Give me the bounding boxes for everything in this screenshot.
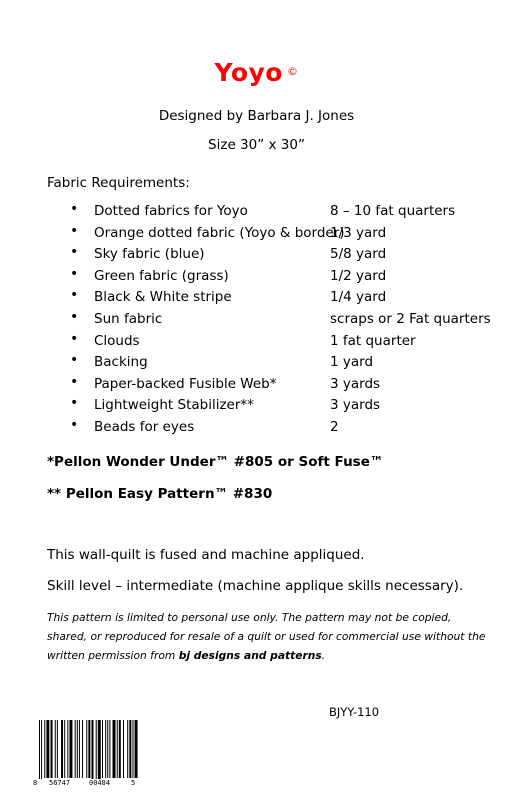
requirement-item: Sun fabric — [94, 311, 163, 327]
disclaimer-text: This pattern is limited to personal use only. The pattern may not be copied, shared, or reproduced for resale of a quilt or used for commercial use without the written permission from — [47, 611, 486, 662]
bullet-icon: • — [70, 201, 79, 217]
barcode-bar — [86, 720, 87, 778]
requirement-row — [0, 373, 513, 397]
requirement-row — [0, 203, 513, 224]
barcode-bar — [64, 720, 65, 778]
barcode-bar — [129, 720, 131, 778]
requirement-item: Green fabric (grass) — [94, 267, 229, 284]
requirement-quantity: 1/4 yard — [330, 289, 387, 306]
barcode-bar — [98, 720, 101, 780]
usage-disclaimer — [47, 608, 492, 665]
requirement-quantity: 3 yards — [330, 375, 381, 392]
barcode-bar — [96, 720, 97, 780]
requirement-item: Paper-backed Fusible Web* — [94, 375, 277, 392]
barcode-digit-check: 5 — [131, 779, 136, 787]
requirement-item: Clouds — [94, 332, 140, 349]
requirement-quantity: 1/3 yard — [330, 224, 387, 241]
stabilizer-note: ** Pellon Easy Pattern™ #830 — [47, 486, 273, 502]
barcode-bar — [61, 720, 63, 778]
bullet-icon: • — [70, 373, 79, 390]
requirement-row — [0, 330, 513, 354]
barcode-digit-right: 00484 — [89, 779, 111, 787]
barcode-bar — [79, 720, 80, 778]
requirement-quantity: 1/2 yard — [330, 267, 387, 284]
requirement-row — [0, 222, 513, 246]
barcode-bar — [102, 720, 103, 778]
barcode-bar — [123, 720, 124, 778]
upc-barcode — [33, 720, 138, 792]
quilt-size: Size 30” x 30” — [208, 137, 305, 153]
bullet-icon: • — [70, 417, 79, 433]
requirement-item: Orange dotted fabric (Yoyo & border) — [94, 224, 345, 241]
bullet-icon: • — [70, 309, 79, 325]
requirement-row — [0, 289, 513, 310]
requirement-row — [0, 246, 513, 267]
barcode-bar — [119, 720, 121, 778]
skill-level-text: Skill level – intermediate (machine applique skills necessary). — [47, 578, 464, 594]
disclaimer-brand: bj designs and patterns — [178, 649, 322, 662]
barcode-bars — [33, 720, 138, 780]
barcode-digits — [33, 779, 138, 791]
barcode-bar — [67, 720, 68, 778]
barcode-bar — [41, 720, 42, 780]
barcode-bar — [109, 720, 110, 778]
barcode-bar — [117, 720, 118, 778]
bullet-icon: • — [70, 265, 79, 282]
barcode-bar — [105, 720, 106, 778]
requirement-quantity: 3 yards — [330, 397, 381, 414]
requirement-item: Dotted fabrics for Yoyo — [94, 203, 248, 219]
barcode-bar — [69, 720, 72, 778]
bullet-icon: • — [70, 287, 79, 304]
pattern-title — [0, 58, 513, 87]
requirement-quantity: 1 yard — [330, 354, 374, 371]
title-text: Yoyo — [214, 58, 283, 87]
barcode-bar — [44, 720, 45, 778]
designer-credit: Designed by Barbara J. Jones — [158, 108, 355, 124]
bullet-icon: • — [70, 244, 79, 261]
requirement-quantity: scraps or 2 Fat quarters — [330, 311, 491, 327]
barcode-bar — [88, 720, 90, 778]
requirement-quantity: 5/8 yard — [330, 246, 387, 263]
bullet-icon: • — [70, 352, 79, 369]
barcode-bar — [82, 720, 83, 778]
barcode-digit-system: 8 — [33, 779, 38, 787]
barcode-bar — [127, 720, 128, 778]
requirement-item: Lightweight Stabilizer** — [94, 397, 254, 414]
method-text: This wall-quilt is fused and machine appliqued. — [47, 547, 365, 563]
barcode-bar — [135, 720, 138, 778]
bullet-icon: • — [70, 222, 79, 239]
fusible-web-note: *Pellon Wonder Under™ #805 or Soft Fuse™ — [47, 454, 384, 470]
requirement-item: Backing — [94, 354, 148, 371]
requirement-item: Black & White stripe — [94, 289, 232, 306]
fabric-requirements-heading: Fabric Requirements: — [47, 175, 190, 191]
barcode-bar — [113, 720, 116, 778]
disclaimer-end: . — [321, 649, 326, 662]
requirement-row — [0, 397, 513, 418]
requirement-row — [0, 419, 513, 440]
requirement-quantity: 1 fat quarter — [330, 332, 416, 349]
barcode-bar — [46, 720, 49, 778]
barcode-bar — [57, 720, 58, 778]
barcode-bar — [55, 720, 56, 778]
requirement-row — [0, 265, 513, 289]
barcode-bar — [92, 720, 94, 780]
barcode-bar — [107, 720, 108, 778]
bullet-icon: • — [70, 330, 79, 347]
requirement-row — [0, 354, 513, 375]
requirement-row — [0, 311, 513, 332]
barcode-bar — [77, 720, 78, 778]
pattern-code: BJYY-110 — [329, 705, 380, 719]
copyright-mark: © — [286, 65, 299, 78]
requirement-item: Sky fabric (blue) — [94, 246, 205, 263]
requirement-item: Beads for eyes — [94, 419, 195, 435]
barcode-bar — [132, 720, 133, 778]
barcode-bar — [51, 720, 53, 778]
barcode-digit-left: 56747 — [49, 779, 71, 787]
barcode-bar — [75, 720, 76, 778]
barcode-bar — [39, 720, 40, 780]
requirement-quantity: 8 – 10 fat quarters — [330, 203, 456, 219]
requirement-quantity: 2 — [330, 419, 339, 435]
bullet-icon: • — [70, 395, 79, 412]
